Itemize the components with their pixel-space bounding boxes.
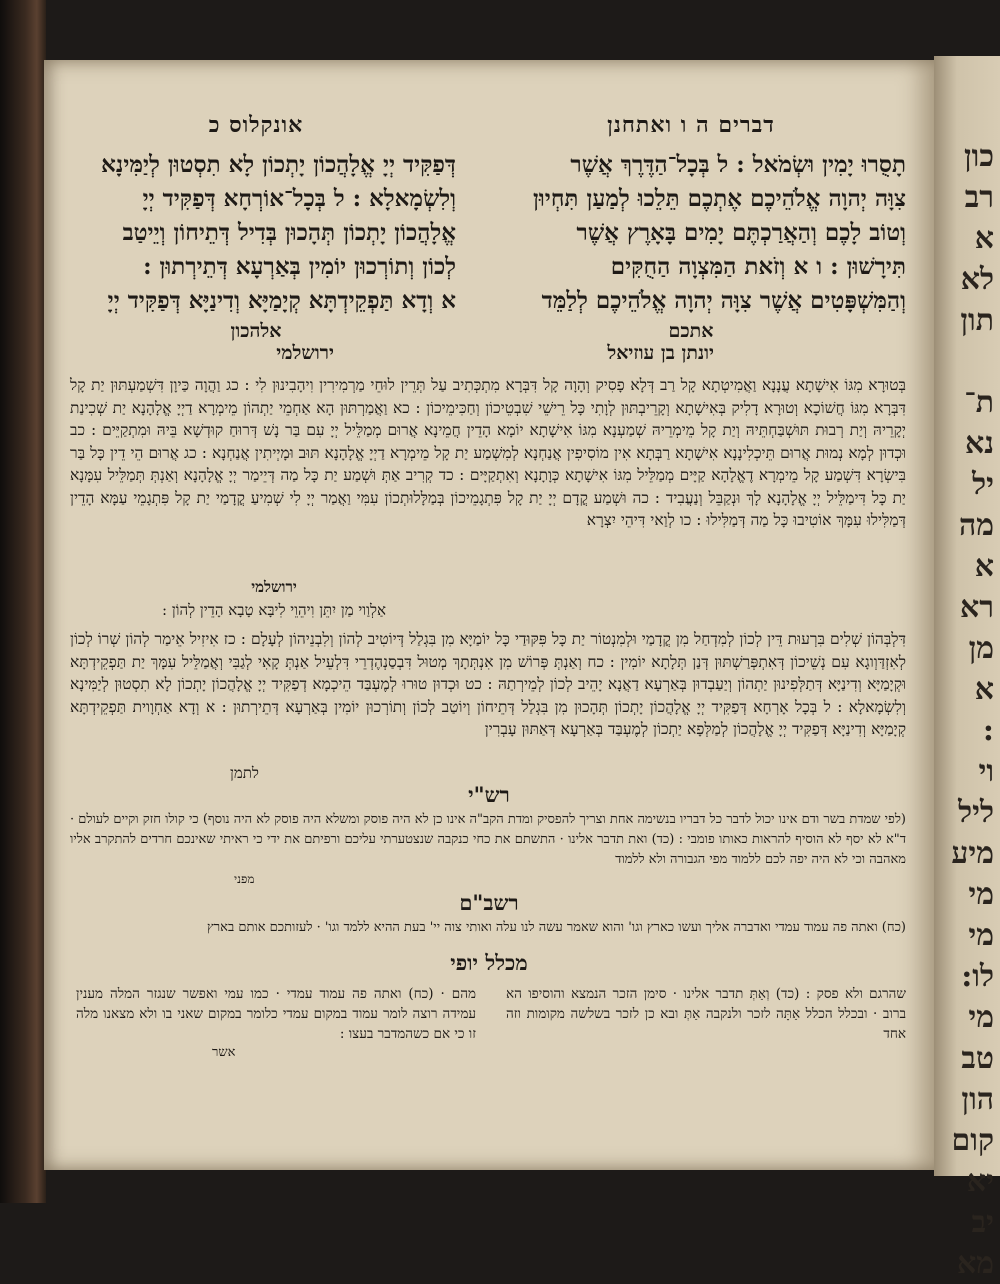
- yerushalmi-subtitle: ירושלמי: [251, 578, 297, 596]
- page-header-left: אונקלוס כ: [208, 112, 304, 138]
- rashi-catchword: מפני: [234, 872, 255, 886]
- onkelos-line: וְלִשְׂמָאלָא : ל בְּכָל־אוֹרְחָא דְּפַקִּיד יְיָ: [142, 185, 456, 212]
- rashi-text: (לפי שמדת בשר ודם אינו יכול לדבר כל דבריו בנשימה אחת וצריך להפסיק ומדת הקב"ה אינו כן לא היה פוסק ומשלא היה פוסק לא היה נוסף) כי קולו חזק וקיים לעולם · ד"א לא יסף לא הוסיף להראות כאותו פומבי : (כד) ואת תדבר אלינו · התשתם את כחי כנקבה שנצטערתי עליכם ורפיתם את ידי כי ראיתי שאינכם חרדים להתקרב אליו מאהבה וכי לא היה יפה לכם ללמוד מפי הגבורה ולא ללמוד: [70, 812, 906, 867]
- torah-line: צִוָּה יְהוָה אֱלֹהֵיכֶם אֶתְכֶם תֵּלֵכוּ לְמַעַן תִּחְיוּן: [533, 185, 906, 212]
- torah-line: תִּירָשׁוּן : ו א וְזֹאת הַמִּצְוָה הַחֻקִּים: [610, 253, 906, 280]
- onkelos-line: אֱלָהֲכוֹן יָתְכוֹן תְּהָכוּן בְּדִיל דְּתֵיחוֹן וְיֵיטַב: [122, 219, 456, 246]
- mikhlal-yofi-catchword: אשר: [212, 1045, 236, 1060]
- torah-line: תָסֻרוּ יָמִין וּשְׂמֹאל : ל בְּכָל־הַדֶּרֶךְ אֲשֶׁר: [570, 151, 906, 178]
- onkelos-line: לְכוֹן וְתוֹרְכוּן יוֹמִין בְּאַרְעָא דְּתֵירְתוּן :: [143, 253, 456, 280]
- page-header-right: דברים ה ו ואתחנן: [607, 112, 775, 138]
- rashbam-title: רשב"ם: [459, 890, 519, 915]
- rashi-title: רש"י: [468, 782, 510, 807]
- yonatan-title: יונתן בן עוזיאל: [607, 342, 714, 364]
- torah-line: וְהַמִּשְׁפָּטִים אֲשֶׁר צִוָּה יְהוָה אֱלֹהֵיכֶם לְלַמֵּד: [541, 287, 906, 314]
- mikhlal-yofi-right-column: שהרגם ולא פסק : (כד) וְאַתְּ תדבר אלינו · סימן הזכר הנמצא והוסיפו הא ברוב · ובכלל הכלל אַתָּה לזכר ולנקבה אַתְּ ובא כן לזכר בשלשה מקומות וזה אחד: [506, 986, 906, 1042]
- facing-page-text: כון רב א לא תון ת־ נא יל מה א רא מן א : וי ליל מיע מי מי לו: מי טב הון קום יא יב מא: [951, 139, 994, 1281]
- yonatan-catchword: לתמן: [230, 764, 259, 782]
- yonatan-text-continued: דִּלְבְּהוֹן שְׁלִים בִּרְעוּת דֵּין לְכוֹן לְמִדְחַל מִן קֳדָמַי וּלְמִנְטוֹר יַת כָּל פִּקּוּדַי כָּל יוֹמַיָּא מִן בִּגְלַל דְּיוֹטִיב לְהוֹן וְלִבְנֵיהוֹן לְעָלָם : כז אִיזִיל אֵימַר לְהוֹן שְׁרוֹ לְכוֹן לְאִזְדַּוְוגָא עִם נְשֵׁיכוֹן דְּאִתְפְּרַשְׁתּוּן דְּנַן תְּלָתָא יוֹמִין : כח וְאַנְתְּ פְּרוֹשׁ מִן אִנְתְּתָךְ מְטוּל דִּבְסַנְהֶדְרֵי דִּלְעֵיל אַנְתְּ קָאִי לְגַבִּי וְאֲמַלֵּיל עִמָּךְ יַת תַּפְקֵידְתָּא וּקְיָמַיָּא וְדִינַיָּא דְּתַלְּפִינוּן יַתְהוֹן וְיַעַבְדוּן בְּאַרְעָא דַאֲנָא יָהֵיב לְכוֹן לְמֵירְתַהּ : כט וּכְדוּן טוּרוּ לְמֶעְבַּד הֵיכְמָא דְפַקִּיד יְיָ אֱלָהֲכוֹן יָתְכוֹן לָא תִסְטוּן לְיַמִּינָא וְלִשְׂמָאלָא : ל בְּכָל אָרְחָא דְּפַקִּיד יְיָ אֱלָהֲכוֹן יָתְכוֹן תְּהָכוּן מִן בִּגְלַל דְּתֵיחוֹן וְיוֹטַב לְכוֹן וְתוֹרְכוּן יוֹמִין בְּאַרְעָא דְּתֵירְתוּן : א וְדָא אַחְוָוית תַּפְקֵידְתָּא קְיָמַיָּא וְדִינַיָּא דְּפַקִּיד יְיָ אֱלָהֲכוֹן לְמַלְּפָא יַתְכוֹן לְמֶעְבַּד בְּאַרְעָא דְּאַתּוּן עָבְרִין: [70, 630, 906, 738]
- yerushalmi-title: ירושלמי: [276, 342, 334, 364]
- torah-text: [476, 148, 906, 318]
- yerushalmi-text: אַלְוַוי מַן יִתֵּן וִיהֵוֵי לִיבָּא טָבָא הָדֵין לְהוֹן :: [162, 601, 386, 619]
- yerushalmi-inset: [84, 578, 464, 620]
- torah-catchword: אתכם: [668, 320, 714, 342]
- onkelos-line: דְּפַקִּיד יְיָ אֱלָהֲכוֹן יָתְכוֹן לָא תִסְטוּן לְיַמִּינָא: [101, 151, 456, 178]
- onkelos-column: [56, 112, 456, 343]
- torah-column: [476, 112, 906, 343]
- mikhlal-yofi-title: מכלל יופי: [450, 950, 528, 975]
- facing-page-edge: [934, 56, 1000, 1281]
- onkelos-text: [56, 148, 456, 318]
- onkelos-line: א וְדָא תַּפְקֵידְתָּא קְיָמַיָּא וְדִינַיָּא דְּפַקִּיד יְיָ: [107, 287, 456, 314]
- book-page: [44, 60, 934, 1170]
- book-spine: [0, 0, 46, 1203]
- yonatan-text: בְּטוּרָא מִגּוֹ אִישָׁתָא עֲנָנָא וַאֲמִיטְתָא קָל רַב דְּלָא פָסִיק וְהָוָה קָל דִּבְּרָא מִתְכְּתִיב עַל תְּרֵין לוּחֵי מַרְמִירִין וִיהָבִינוּן לִי : כג וַהֲוָה כַּיוָן דִּשְׁמַעְתּוּן יַת קָל דִּבְּרָא מִגּוֹ חֲשׁוֹכָא וְטוּרָא דָלִיק בְּאִישָׁתָא וְקָרֵיבְתּוּן לְוָתִי כָּל רֵישֵׁי שִׁבְטֵיכוֹן וְחַכִּימֵיכוֹן : כא וַאֲמַרְתּוּן הָא אַחְמֵי יַתְהוֹן מֵימְרָא דַיְיָ אֱלָהָנָא יַת שְׁכִינַת יְקָרֵיהּ וְיַת רְבוּת תּוּשְׁבַּחְתֵּיהּ וְיַת קָל מֵימְרֵיהּ שְׁמַעְנָא מִגּוֹ אִישָׁתָא יוֹמָא הָדֵין חֲמֵינָא אֲרוּם מְמַלֵּיל יְיָ עִם בַּר נָשׁ דְּרוּחַ קוּדְשָׁא בֵּיהּ וּמִתְקַיֵּים : כב וּכְדוּן לְמָא נְמוּת אֲרוּם תֵּיכְלִינָנָא אִישָׁתָא רַבְּתָא אִין מוֹסִיפִין אֲנַחְנָא לְמִשְׁמַע יַת קָל מֵימְרָא דַיְיָ אֱלָהָנָא תּוּב וּמָיְיתִין אֲנַחְנָא : כג אֲרוּם הֵי דֵין כָּל בַּר בִּישְׂרָא דִּשְׁמַע קָל מֵימְרָא דֶאֱלָהָא קַיָּים מְמַלֵּיל מִגּוֹ אִישָׁתָא כְּוָתָנָא וְאִתְקַיָּים : כד קְרִיב אַתְּ וּשְׁמַע יַת כָּל מַה דְּיֵימַר יְיָ אֱלָהָנָא וְאַנְתְּ תְּמַלֵּיל עִמָּנָא יַת כָּל דִּימַלֵּיל יְיָ אֱלָהָנָא לָךְ וּנְקַבֵּל וְנַעֲבִיד : כה וּשְׁמַע קֳדָם יְיָ יַת קָל פִּתְגָמֵיכוֹן בְּמַלָּלוּתְכוֹן עִמִּי וַאֲמַר יְיָ לִי שְׁמִיעַ קֳדָמַי יַת קָל פִּתְגָמֵי עַמָּא הָדֵין דְּמַלִּילוּ עִמָּךְ אוֹטִיבוּ כָּל מַה דְּמַלִּילוּ : כו לְוַאי דִּיהֵי יִצְרָא: [70, 376, 906, 529]
- torah-line: וְטוֹב לָכֶם וְהַאֲרַכְתֶּם יָמִים בָּאָרֶץ אֲשֶׁר: [576, 219, 906, 246]
- rashbam-text: (כח) ואתה פה עמוד עמדי ואדברה אליך ועשו כארץ וגו' והוא שאמר עשה לנו עלה ואותי צוה יי' בעת ההיא ללמד וגו' · לעזותכם אותם בארץ: [207, 920, 906, 935]
- onkelos-catchword: אלהכון: [230, 320, 282, 342]
- mikhlal-yofi-left-column: מהם · (כח) ואתה פה עמוד עמדי · כמו עמי ואפשר שנגזר המלה מענין עמידה רוצה לומר עמוד במקום עמדי כלומר במקום שאני בו ולא מצאנו מלה זו כי אם כשהמדבר בעצו :: [76, 986, 476, 1042]
